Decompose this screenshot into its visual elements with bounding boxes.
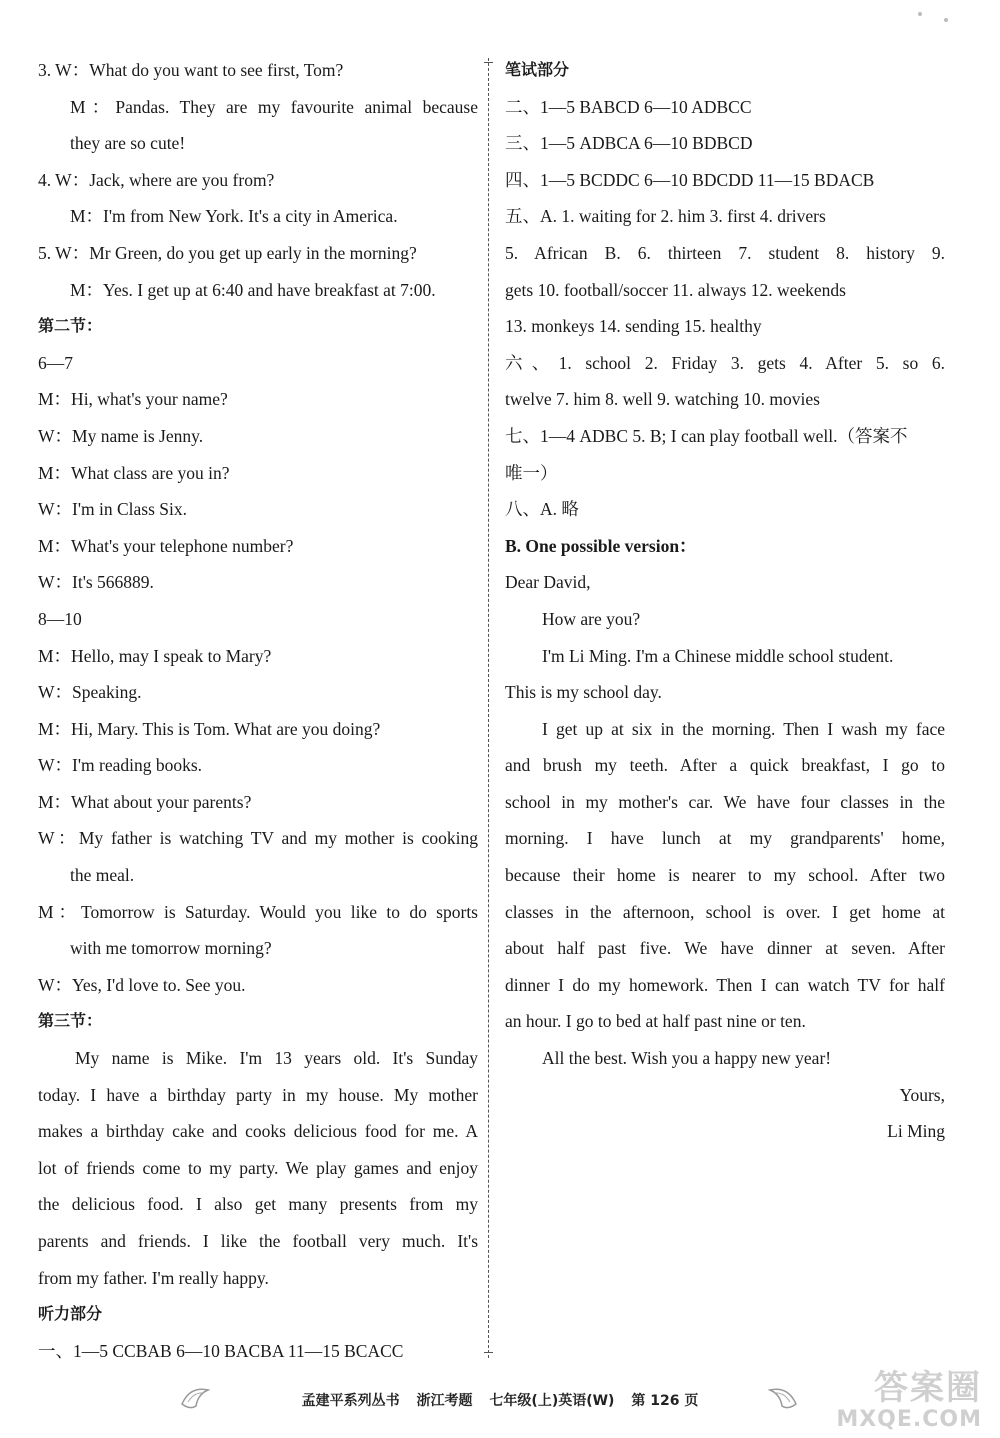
left-line-4: 4. W：Jack, where are you from? [38,169,275,190]
left-line-20: W：I'm reading books. [38,755,203,776]
left-line-25: with me tomorrow morning? [70,938,272,959]
right-line-6: 5. African B. 6. thirteen 7. student 8. history 9. [505,242,945,263]
right-line-19: I get up at six in the morning. Then I wash my face [542,718,945,739]
left-line-8: 第二节： [38,316,103,336]
left-line-9: 6—7 [38,352,73,373]
right-line-8: 13. monkeys 14. sending 15. healthy [505,316,762,337]
right-line-23: because their home is nearer to my school. After two [505,865,945,886]
right-line-4: 四、1—5 BCDDC 6—10 BDCDD 11—15 BDACB [505,169,875,190]
page-ornament-right-icon [766,1384,800,1412]
watermark-bottom-text: MXQE.COM [836,1407,982,1432]
left-line-29: today. I have a birthday party in my house. My mother [38,1084,478,1105]
right-line-3: 三、1—5 ADBCA 6—10 BDBCD [505,133,753,154]
left-line-23: the meal. [70,865,135,886]
divider-tick [484,1352,493,1353]
right-line-26: dinner I do my homework. Then I can watch TV for half [505,974,945,995]
left-line-15: W：It's 566889. [38,572,154,593]
right-line-30: Li Ming [887,1121,945,1142]
left-line-28: My name is Mike. I'm 13 years old. It's Sunday [75,1048,478,1069]
left-line-19: M：Hi, Mary. This is Tom. What are you doing? [38,718,381,739]
left-line-33: parents and friends. I like the football very much. It's [38,1231,478,1251]
footer-page-number: 第 126 页 [631,1393,699,1409]
right-line-25: about half past five. We have dinner at seven. After [505,938,945,959]
left-line-36: 一、1—5 CCBAB 6—10 BACBA 11—15 BCACC [38,1340,404,1361]
footer-series: 孟建平系列丛书 [301,1393,400,1409]
watermark-logo [812,1368,982,1434]
left-line-30: makes a birthday cake and cooks delicious food for me. A [38,1121,478,1142]
right-line-21: school in my mother's car. We have four classes in the [505,791,945,812]
left-line-3: they are so cute! [70,133,186,154]
footer-region: 浙江考题 [416,1393,473,1409]
right-line-18: This is my school day. [505,682,662,703]
right-line-20: and brush my teeth. After a quick breakfast, I go to [505,755,945,776]
left-line-21: M：What about your parents? [38,791,252,812]
left-line-24: M：Tomorrow is Saturday. Would you like to do sports [38,901,478,922]
right-line-28: All the best. Wish you a happy new year! [542,1048,832,1069]
right-line-13: 八、A. 略 [505,499,579,520]
right-line-11: 七、1—4 ADBC 5. B; I can play football well.（答案不 [505,425,908,446]
right-column [505,52,945,1150]
left-line-7: M：Yes. I get up at 6:40 and have breakfast at 7:00. [70,279,436,300]
column-divider [488,58,489,1358]
left-line-11: W：My name is Jenny. [38,425,204,446]
right-line-7: gets 10. football/soccer 11. always 12. weekends [505,279,846,300]
right-line-24: classes in the afternoon, school is over. I get home at [505,901,945,922]
divider-tick [484,62,493,63]
left-column [38,52,478,1369]
left-line-16: 8—10 [38,608,82,629]
right-line-16: How are you? [542,608,641,629]
left-line-10: M：Hi, what's your name? [38,389,228,410]
right-line-14: B. One possible version： [505,535,697,556]
right-line-10: twelve 7. him 8. well 9. watching 10. movies [505,389,820,410]
left-line-6: 5. W：Mr Green, do you get up early in the morning? [38,242,417,263]
right-line-15: Dear David, [505,572,591,593]
left-line-17: M：Hello, may I speak to Mary? [38,645,272,666]
left-line-35: 听力部分 [38,1304,103,1324]
left-line-34: from my father. I'm really happy. [38,1267,269,1288]
left-line-22: W：My father is watching TV and my mother is cooking [38,828,478,849]
left-line-26: W：Yes, I'd love to. See you. [38,974,246,995]
footer-grade: 七年级(上)英语(W) [489,1393,615,1409]
left-line-12: M：What class are you in? [38,462,230,483]
left-line-2: M：Pandas. They are my favourite animal because [70,96,478,117]
left-line-27: 第三节： [38,1011,103,1031]
right-line-27: an hour. I go to bed at half past nine or ten. [505,1011,806,1032]
left-line-31: lot of friends come to my party. We play games and enjoy [38,1157,478,1178]
watermark-top-text: 答案圈 [874,1368,982,1408]
right-line-22: morning. I have lunch at my grandparents' home, [505,828,945,849]
right-line-12: 唯一） [505,462,558,483]
right-line-17: I'm Li Ming. I'm a Chinese middle school student. [542,645,894,666]
left-line-1: 3. W：What do you want to see first, Tom? [38,60,344,80]
right-line-1: 笔试部分 [505,60,570,79]
right-line-29: Yours, [899,1084,945,1105]
left-line-32: the delicious food. I also get many presents from my [38,1194,478,1215]
right-line-2: 二、1—5 BABCD 6—10 ADBCC [505,96,752,117]
left-line-18: W：Speaking. [38,682,142,703]
right-line-9: 六、1. school 2. Friday 3. gets 4. After 5. so 6. [505,352,945,373]
right-line-5: 五、A. 1. waiting for 2. him 3. first 4. drivers [505,206,826,227]
left-line-14: M：What's your telephone number? [38,535,294,556]
left-line-5: M：I'm from New York. It's a city in America. [70,206,398,227]
left-line-13: W：I'm in Class Six. [38,499,187,520]
